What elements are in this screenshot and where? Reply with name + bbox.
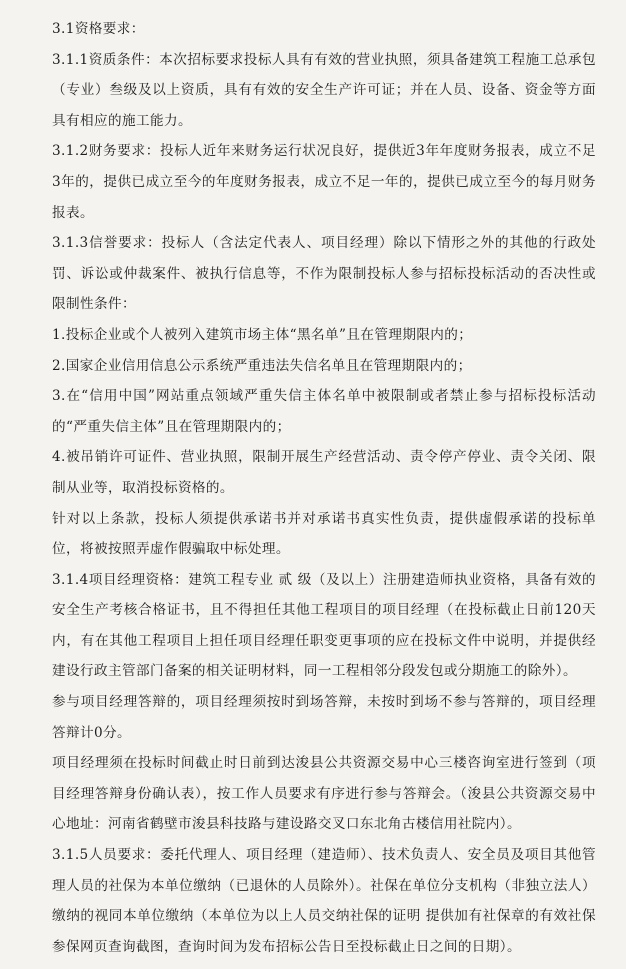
list-item-1: 1.投标企业或个人被列入建筑市场主体“黑名单”且在管理期限内的； (52, 326, 473, 343)
paragraph-defense: 参与项目经理答辩的，项目经理须按时到场答辩，未按时到场不参与答辩的，项目经理答辩计0分。 (52, 694, 596, 741)
paragraph-signin: 项目经理须在投标时间截止时日前到达浚县公共资源交易中心三楼咨询室进行签到（项目经理答辩身份确认表），按工作人员要求有序进行参与答辩会。（浚县公共资源交易中心地址：河南省鹤壁市浚县科技路与建设路交叉口东北角古楼信用社院内）。 (52, 755, 596, 833)
paragraph-credit: 3.1.3信誉要求：投标人（含法定代表人、项目经理）除以下情形之外的其他的行政处罚、诉讼或仲裁案件、被执行信息等，不作为限制投标人参与招标投标活动的否决性或限制性条件： (52, 235, 596, 313)
section-heading: 3.1资格要求： (52, 21, 145, 37)
list-item-4: 4.被吊销许可证件、营业执照，限制开展生产经营活动、责令停产停业、责令关闭、限制从业等，取消投标资格的。 (52, 449, 596, 496)
paragraph-personnel: 3.1.5人员要求：委托代理人、项目经理（建造师）、技术负责人、安全员及项目其他管理人员的社保为本单位缴纳（已退休的人员除外）。社保在单位分支机构（非独立法人）缴纳的视同本单位缴纳（本单位为以上人员交纳社保的证明 提供加有社保章的有效社保参保网页查询截图，查询时间为发布招标公告日至投标截止日之间的日期）。 (52, 847, 596, 955)
paragraph-qualification: 3.1.1资质条件：本次招标要求投标人具有有效的营业执照，须具备建筑工程施工总承包（专业）叁级及以上资质，具有有效的安全生产许可证；并在人员、设备、资金等方面具有相应的施工能力。 (52, 51, 596, 129)
paragraph-commitment: 针对以上条款，投标人须提供承诺书并对承诺书真实性负责，提供虚假承诺的投标单位，将被按照弄虚作假骗取中标处理。 (52, 510, 596, 558)
paragraph-financial: 3.1.2财务要求：投标人近年来财务运行状况良好，提供近3年年度财务报表，成立不足3年的，提供已成立至今的年度财务报表，成立不足一年的，提供已成立至今的每月财务报表。 (52, 143, 596, 221)
list-item-3: 3.在“信用中国”网站重点领域严重失信主体名单中被限制或者禁止参与招标投标活动的“严重失信主体”且在管理期限内的； (52, 388, 596, 435)
list-item-2: 2.国家企业信用信息公示系统严重违法失信名单且在管理期限内的； (52, 357, 472, 374)
paragraph-project-manager: 3.1.4项目经理资格：建筑工程专业 贰 级（及以上）注册建造师执业资格，具备有效的安全生产考核合格证书，且不得担任其他工程项目的项目经理（在投标截止日前120天内，有在其他工程项目上担任项目经理任职变更事项的应在投标文件中说明，并提供经建设行政主管部门备案的相关证明材料，同一工程相邻分段发包或分期施工的除外）。 (52, 571, 596, 680)
